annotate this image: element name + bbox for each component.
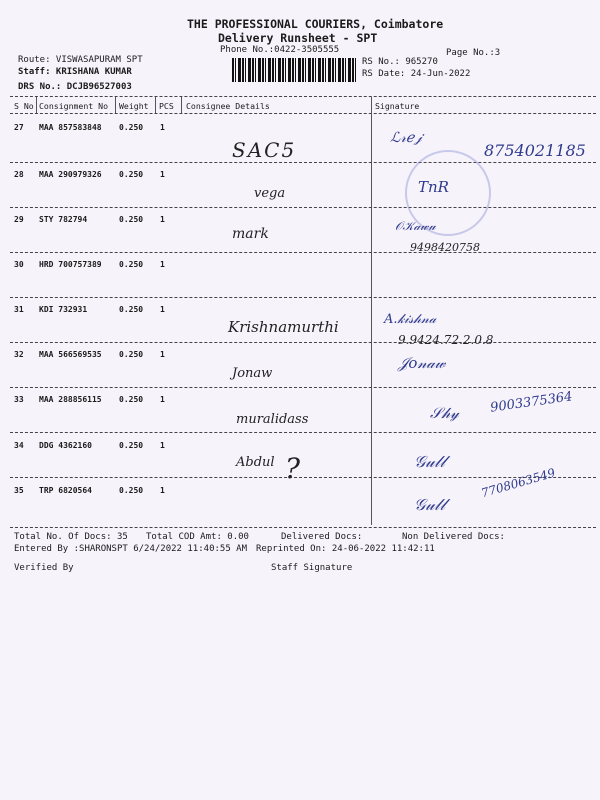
cell-weight: 0.250 <box>119 350 144 359</box>
handwritten-signature: ℒ𝓇ℯ𝒿 <box>390 130 422 146</box>
company-title: THE PROFESSIONAL COURIERS, Coimbatore <box>187 17 444 31</box>
col-divider <box>155 97 156 113</box>
cell-consignment: DDG 4362160 <box>39 441 92 450</box>
handwritten-consignee: SAC5 <box>232 138 297 162</box>
cell-consignment: MAA 857583848 <box>39 123 102 132</box>
cell-sno: 35 <box>14 486 24 495</box>
row-rule <box>10 252 596 253</box>
cell-consignment: MAA 288856115 <box>39 395 102 404</box>
handwritten-consignee: vega <box>254 186 286 201</box>
cell-consignment: HRD 700757389 <box>39 260 102 269</box>
cell-sno: 34 <box>14 441 24 450</box>
reprinted-on: Reprinted On: 24-06-2022 11:42:11 <box>256 544 435 554</box>
handwritten-consignee: mark <box>232 226 269 242</box>
cell-consignment: KDI 732931 <box>39 305 88 314</box>
cell-sno: 31 <box>14 305 24 314</box>
handwritten-phone: 9498420758 <box>410 241 480 254</box>
cell-consignment: MAA 566569535 <box>39 350 102 359</box>
cell-pcs: 1 <box>160 260 165 269</box>
row-rule <box>10 162 596 163</box>
cell-weight: 0.250 <box>119 395 144 404</box>
cell-weight: 0.250 <box>119 170 144 179</box>
cell-sno: 30 <box>14 260 24 269</box>
cell-pcs: 1 <box>160 123 165 132</box>
handwritten-consignee: Jonaw <box>232 366 273 381</box>
cell-pcs: 1 <box>160 441 165 450</box>
delivered-docs: Delivered Docs: <box>281 532 363 542</box>
cell-sno: 27 <box>14 123 24 132</box>
handwritten-signature: 𝒪𝒦𝒶𝓌𝓊 <box>395 219 436 233</box>
handwritten-phone: 9003375364 <box>489 389 574 416</box>
cell-weight: 0.250 <box>119 123 144 132</box>
col-divider <box>181 97 182 113</box>
barcode-image <box>232 58 356 82</box>
cell-pcs: 1 <box>160 350 165 359</box>
staff-signature: Staff Signature <box>271 563 353 573</box>
handwritten-signature: 𝒢𝓊𝓁𝓁 <box>414 452 446 471</box>
cell-pcs: 1 <box>160 305 165 314</box>
header-bottom-rule <box>10 113 596 114</box>
handwritten-consignee: Krishnamurthi <box>228 318 339 336</box>
cell-pcs: 1 <box>160 395 165 404</box>
rs-date: RS Date: 24-Jun-2022 <box>362 69 471 79</box>
total-cod: Total COD Amt: 0.00 <box>146 532 249 542</box>
handwritten-signature: 𝒮𝒽𝓎 <box>430 404 459 422</box>
row-rule <box>10 387 596 388</box>
phone-number: Phone No.:0422-3505555 <box>220 45 340 55</box>
col-sno: S No <box>14 101 34 111</box>
handwritten-mark: ? <box>285 452 301 485</box>
col-pcs: PCS <box>159 101 174 111</box>
row-rule <box>10 342 596 343</box>
row-rule <box>10 432 596 433</box>
runsheet-subtitle: Delivery Runsheet - SPT <box>218 31 378 45</box>
col-divider <box>36 97 37 113</box>
cell-weight: 0.250 <box>119 441 144 450</box>
cell-weight: 0.250 <box>119 215 144 224</box>
cell-pcs: 1 <box>160 486 165 495</box>
handwritten-signature: 𝒢𝓊𝓁𝓁 <box>414 495 446 514</box>
handwritten-signature: TnR <box>418 178 449 196</box>
page-number: Page No.:3 <box>446 48 501 58</box>
handwritten-phone: 8754021185 <box>484 141 586 160</box>
handwritten-consignee: Abdul <box>236 455 275 470</box>
handwritten-signature: A.𝓀𝒾𝓈𝒽𝓃𝒶 <box>384 312 437 327</box>
cell-pcs: 1 <box>160 170 165 179</box>
handwritten-phone: 9.9424.72.2.0.8 <box>398 333 494 347</box>
row-rule <box>10 527 596 528</box>
col-weight: Weight <box>119 101 149 111</box>
cell-weight: 0.250 <box>119 305 144 314</box>
drs-number: DRS No.: DCJB96527003 <box>18 82 132 92</box>
cell-sno: 33 <box>14 395 24 404</box>
handwritten-consignee: muralidass <box>236 412 309 427</box>
cell-sno: 28 <box>14 170 24 179</box>
cell-consignment: MAA 290979326 <box>39 170 102 179</box>
cell-consignment: STY 782794 <box>39 215 88 224</box>
col-signature: Signature <box>375 101 420 111</box>
verified-by: Verified By <box>14 563 74 573</box>
handwritten-phone: 7708063549 <box>479 465 557 501</box>
col-divider <box>115 97 116 113</box>
handwritten-signature: 𝒥𝑜𝓃𝒶𝓌 <box>398 354 446 372</box>
staff-label: Staff: KRISHANA KUMAR <box>18 67 132 77</box>
cell-weight: 0.250 <box>119 260 144 269</box>
cell-pcs: 1 <box>160 215 165 224</box>
cell-sno: 29 <box>14 215 24 224</box>
header-top-rule <box>10 96 596 97</box>
cell-consignment: TRP 6820564 <box>39 486 92 495</box>
col-consignment: Consignment No <box>39 101 109 111</box>
cell-sno: 32 <box>14 350 24 359</box>
entered-by: Entered By :SHARONSPT 6/24/2022 11:40:55 AM <box>14 544 247 554</box>
total-docs: Total No. Of Docs: 35 <box>14 532 128 542</box>
non-delivered-docs: Non Delivered Docs: <box>402 532 505 542</box>
row-rule <box>10 297 596 298</box>
row-rule <box>10 207 596 208</box>
col-consignee: Consignee Details <box>186 101 270 111</box>
route-label: Route: VISWASAPURAM SPT <box>18 55 143 65</box>
cell-weight: 0.250 <box>119 486 144 495</box>
rs-number: RS No.: 965270 <box>362 57 438 67</box>
